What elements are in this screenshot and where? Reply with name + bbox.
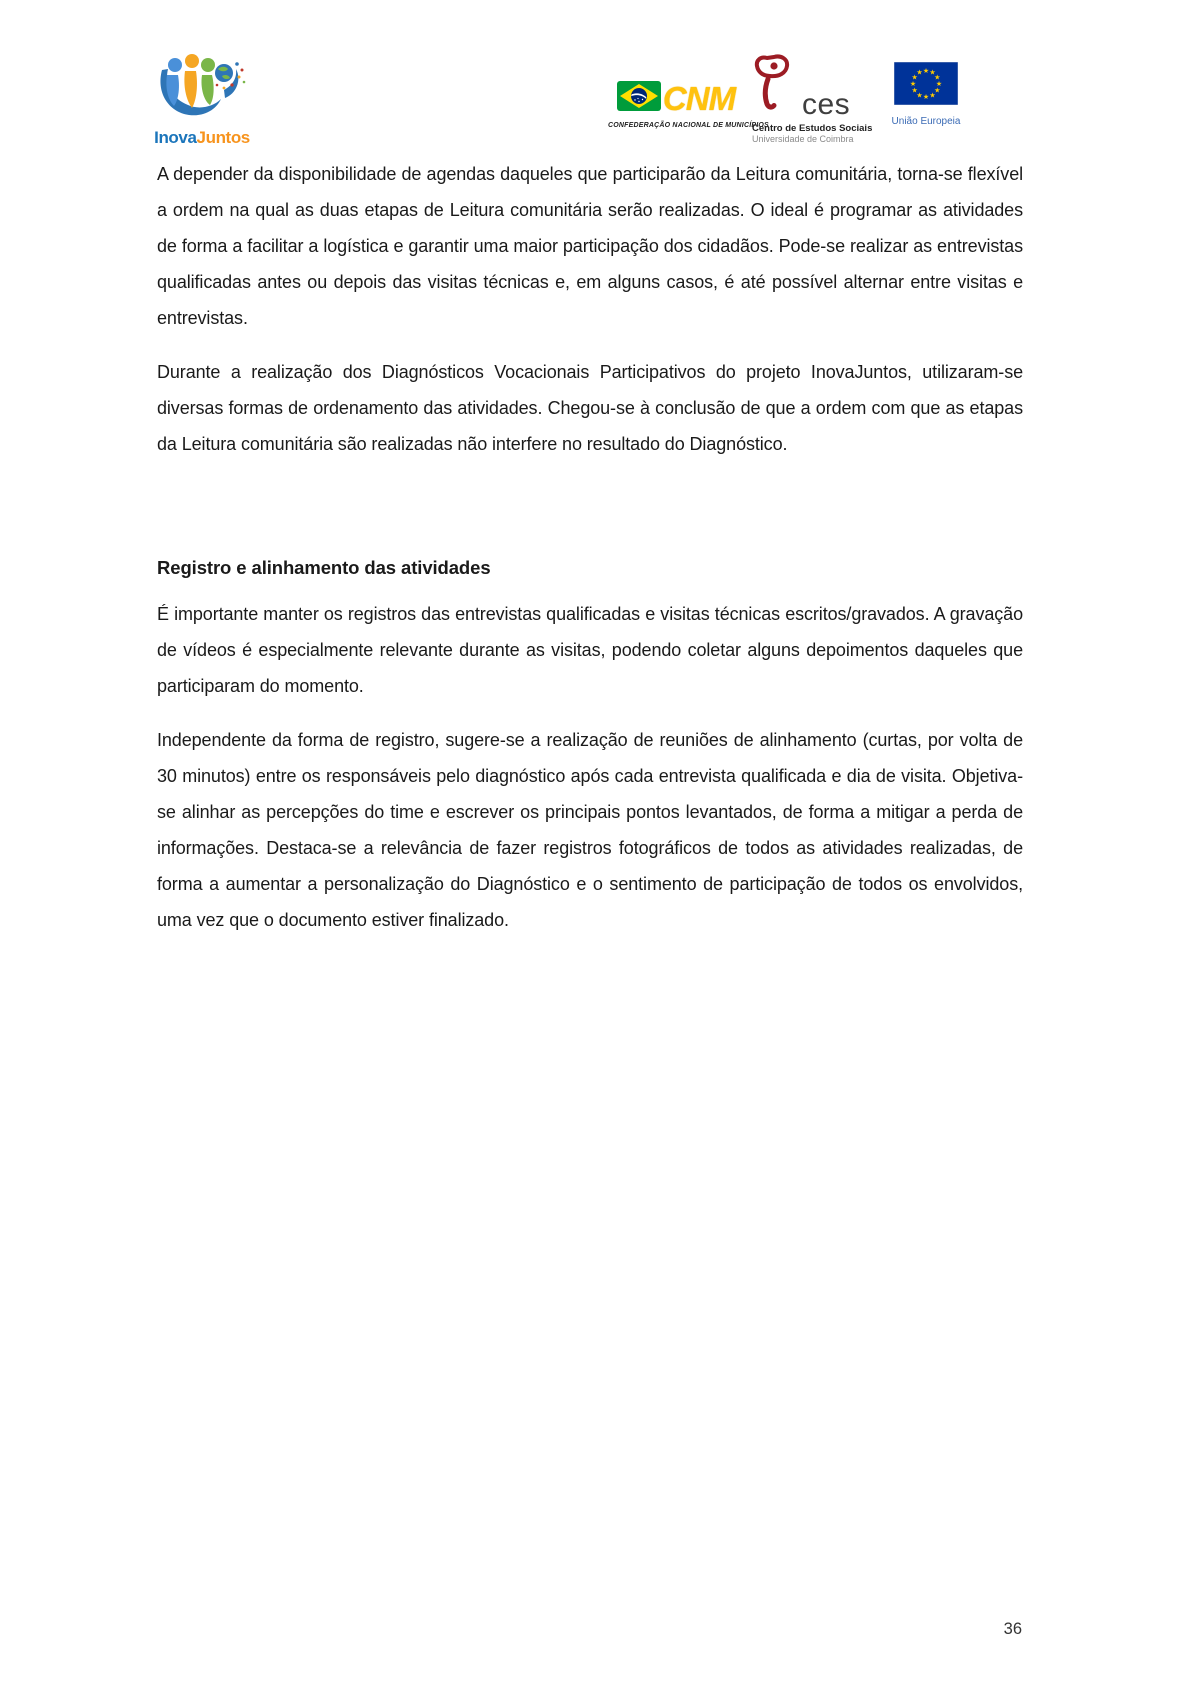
eu-flag-icon bbox=[894, 67, 958, 109]
cnm-caption: CONFEDERAÇÃO NACIONAL DE MUNICÍPIOS bbox=[608, 122, 769, 129]
svg-text:★: ★ bbox=[916, 68, 923, 77]
eu-caption: União Europeia bbox=[891, 116, 961, 127]
svg-text:★: ★ bbox=[934, 86, 941, 95]
cnm-logo bbox=[608, 76, 769, 129]
header-logo-band bbox=[0, 52, 1190, 152]
ces-logo bbox=[752, 58, 882, 144]
inovajuntos-icon bbox=[154, 109, 250, 126]
inovajuntos-wordmark bbox=[150, 128, 254, 148]
svg-text:★: ★ bbox=[934, 73, 941, 82]
svg-text:★: ★ bbox=[929, 68, 936, 77]
paragraph-2: Durante a realização dos Diagnósticos Vocacionais Participativos do projeto InovaJuntos, utilizaram-se diversas formas de ordenamento das atividades. Chegou-se à conclusão de que a ordem com que as etapas da Leitura comunitária são realizadas não interfere no resultado do Diagnóstico. bbox=[157, 362, 1023, 454]
svg-text:★: ★ bbox=[922, 67, 930, 75]
document-body bbox=[157, 156, 1023, 956]
inovajuntos-word-inova: Inova bbox=[154, 128, 197, 147]
paragraph-4: Independente da forma de registro, sugere-se a realização de reuniões de alinhamento (curtas, por volta de 30 minutos) entre os responsáveis pelo diagnóstico após cada entrevista qualificada e dia de visita. Objetiva-se alinhar as percepções do time e escrever os principais pontos levantados, de forma a mitigar a perda de informações. Destaca-se a relevância de fazer registros fotográficos de todos as atividades realizadas, de forma a aumentar a personalização do Diagnóstico e o sentimento de participação de todos os envolvidos, uma vez que o documento estiver finalizado. bbox=[157, 730, 1023, 930]
svg-text:★: ★ bbox=[929, 91, 936, 100]
paragraph-1: A depender da disponibilidade de agendas daqueles que participarão da Leitura comunitária, torna-se flexível a ordem na qual as duas etapas de Leitura comunitária serão realizadas. O ideal é programar as atividades de forma a facilitar a logística e garantir uma maior participação dos cidadãos. Pode-se realizar as entrevistas qualificadas antes ou depois das visitas técnicas e, em alguns casos, é até possível alternar entre visitas e entrevistas. bbox=[157, 164, 1023, 328]
ces-caption-line1: Centro de Estudos Sociais bbox=[752, 123, 873, 134]
brazil-flag-icon bbox=[617, 81, 661, 116]
eu-logo bbox=[888, 62, 964, 127]
svg-text:★: ★ bbox=[911, 86, 918, 95]
svg-text:★: ★ bbox=[911, 73, 918, 82]
cnm-acronym: CNM bbox=[662, 79, 736, 117]
paragraph-3: É importante manter os registros das entrevistas qualificadas e visitas técnicas escritos/gravados. A gravação de vídeos é especialmente relevante durante as visitas, podendo coletar alguns depoimentos daqueles que participaram do momento. bbox=[157, 604, 1023, 696]
section-heading: Registro e alinhamento das atividades bbox=[157, 557, 491, 578]
inovajuntos-logo bbox=[150, 54, 254, 148]
svg-text:★: ★ bbox=[935, 80, 943, 88]
svg-text:★: ★ bbox=[922, 93, 930, 101]
page-number: 36 bbox=[1003, 1620, 1022, 1638]
ces-caption-line2: Universidade de Coimbra bbox=[752, 134, 854, 144]
inovajuntos-word-juntos: Juntos bbox=[196, 128, 250, 147]
svg-text:★: ★ bbox=[916, 91, 923, 100]
ces-acronym: ces bbox=[802, 88, 851, 121]
svg-text:★: ★ bbox=[909, 80, 917, 88]
ces-figure-icon bbox=[752, 53, 798, 118]
